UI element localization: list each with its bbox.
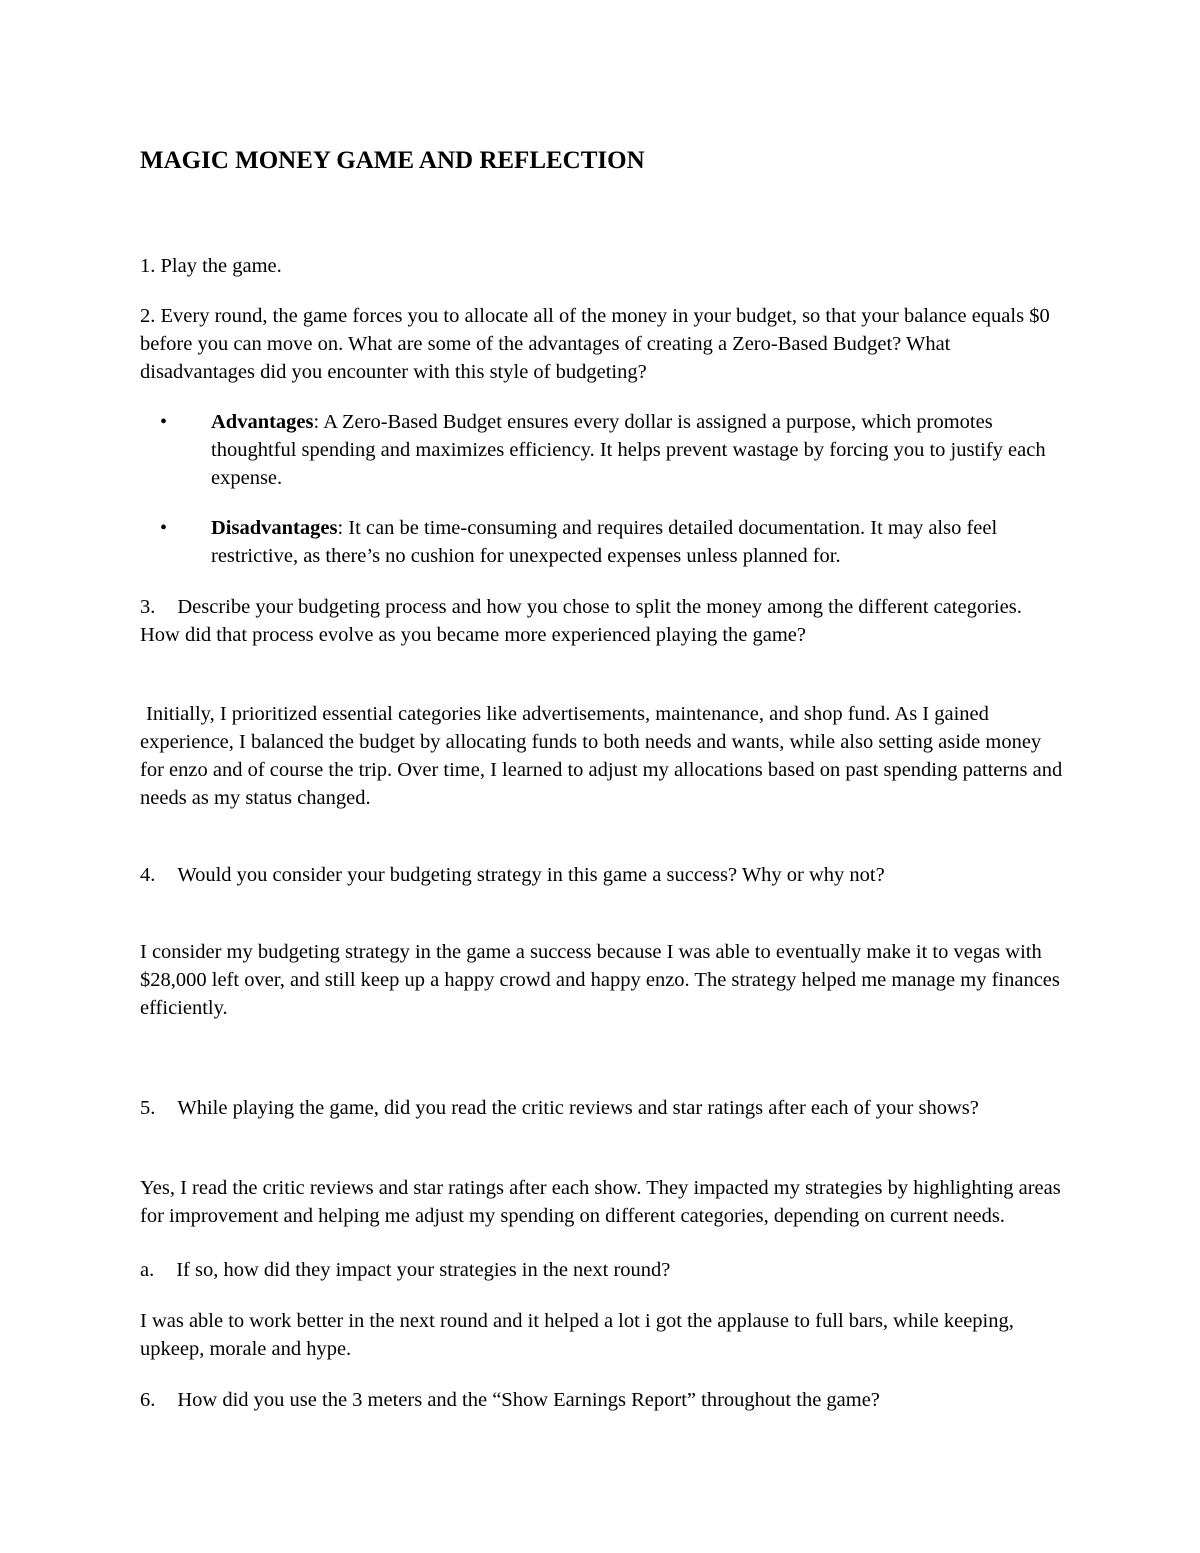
disadvantages-label: Disadvantages (211, 517, 338, 539)
question-5a-number: a. (140, 1259, 155, 1281)
question-6-text: How did you use the 3 meters and the “Show Earnings Report” throughout the game? (177, 1389, 880, 1411)
question-4 (140, 861, 1065, 889)
answer-4: I consider my budgeting strategy in the game a success because I was able to eventually make it to vegas with $28,000 left over, and still keep up a happy crowd and happy enzo. The strategy helped me manage my finances efficiently. (140, 941, 1060, 1019)
advantages-label: Advantages (211, 411, 314, 433)
question-5-number: 5. (140, 1097, 156, 1119)
page-title: MAGIC MONEY GAME AND REFLECTION (140, 147, 645, 174)
bullet-icon: • (160, 517, 168, 539)
question-1: 1. Play the game. (140, 255, 282, 277)
disadvantages-item (211, 514, 1071, 570)
question-3 (140, 593, 1065, 649)
question-6 (140, 1386, 1065, 1414)
bullet-icon: • (160, 411, 168, 433)
answer-3: Initially, I prioritized essential categories like advertisements, maintenance, and shop fund. As I gained experience, I balanced the budget by allocating funds to both needs and wants, while also setting aside money for enzo and of course the trip. Over time, I learned to adjust my allocations based on past spending patterns and needs as my status changed. (140, 703, 1063, 809)
answer-5: Yes, I read the critic reviews and star ratings after each show. They impacted my strategies by highlighting areas for improvement and helping me adjust my spending on different categories, depending on current needs. (140, 1177, 1061, 1227)
question-5-text: While playing the game, did you read the critic reviews and star ratings after each of your shows? (177, 1097, 979, 1119)
disadvantages-text: : It can be time-consuming and requires detailed documentation. It may also feel restrictive, as there’s no cushion for unexpected expenses unless planned for. (211, 517, 998, 567)
advantages-item (211, 408, 1071, 492)
question-5a (140, 1256, 1065, 1284)
answer-5a: I was able to work better in the next round and it helped a lot i got the applause to full bars, while keeping, upkeep, morale and hype. (140, 1310, 1014, 1360)
question-3-text: Describe your budgeting process and how you chose to split the money among the different categories. How did that process evolve as you became more experienced playing the game? (140, 596, 1022, 646)
question-6-number: 6. (140, 1389, 156, 1411)
question-2: 2. Every round, the game forces you to allocate all of the money in your budget, so that your balance equals $0 before you can move on. What are some of the advantages of creating a Zero-Based Budget? What disadvantages did you encounter with this style of budgeting? (140, 305, 1050, 383)
question-4-number: 4. (140, 864, 156, 886)
question-4-text: Would you consider your budgeting strategy in this game a success? Why or why not? (177, 864, 885, 886)
question-3-number: 3. (140, 596, 156, 618)
advantages-text: : A Zero-Based Budget ensures every dollar is assigned a purpose, which promotes thoughtful spending and maximizes efficiency. It helps prevent wastage by forcing you to justify each expense. (211, 411, 1046, 489)
question-5 (140, 1094, 1065, 1122)
question-5a-text: If so, how did they impact your strategies in the next round? (176, 1259, 671, 1281)
